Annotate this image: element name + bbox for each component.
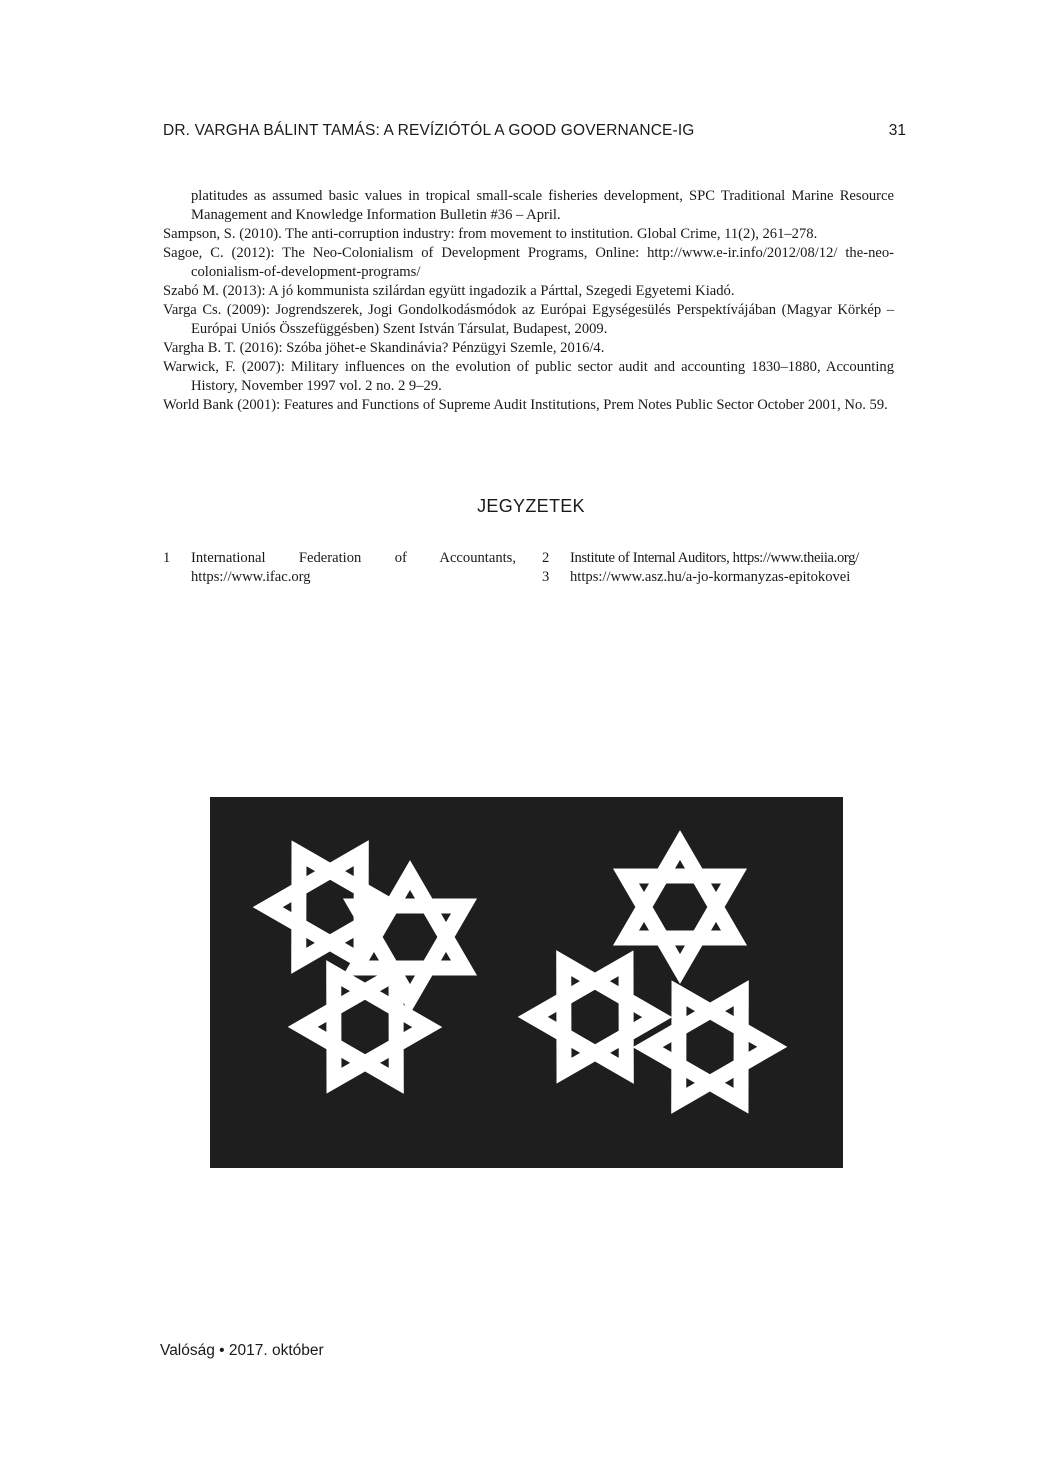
footnote-number: 2 xyxy=(542,550,550,566)
notes-heading: JEGYZETEK xyxy=(477,496,585,516)
reference-item: World Bank (2001): Features and Functions of Supreme Audit Institutions, Prem Notes Public Sector October 2001, No. 59. xyxy=(163,397,888,414)
page-footer: Valóság • 2017. október xyxy=(160,1342,324,1359)
knot-motif-right xyxy=(517,845,788,1128)
footnote-number: 1 xyxy=(163,550,171,566)
reference-item: Varga Cs. (2009): Jogrendszerek, Jogi Gondolkodásmódok az Európai Egységesülés Perspektívájában (Magyar Körkép – Európai Uniós Összefüggésben) Szent István Társulat, Budapest, 2009. xyxy=(163,302,894,337)
reference-item: Warwick, F. (2007): Military influences on the evolution of public sector audit and accounting 1830–1880, Accounting History, November 1997 vol. 2 no. 2 9–29. xyxy=(163,359,894,395)
footnote-link[interactable]: https://www.asz.hu/a-jo-kormanyzas-epitokovei xyxy=(570,569,851,585)
knot-motif-left xyxy=(252,826,464,1107)
footnote-number: 3 xyxy=(542,569,550,585)
footnote-link[interactable]: https://www.ifac.org xyxy=(191,569,311,585)
reference-item: Vargha B. T. (2016): Szóba jöhet-e Skandinávia? Pénzügyi Szemle, 2016/4. xyxy=(163,340,605,357)
page-number: 31 xyxy=(888,122,906,139)
running-title: DR. VARGHA BÁLINT TAMÁS: A REVÍZIÓTÓL A GOOD GOVERNANCE-IG xyxy=(163,122,695,139)
interlaced-hexagram-knot-icon xyxy=(210,797,843,1168)
footnote-2 xyxy=(542,549,902,569)
running-header xyxy=(163,122,906,144)
decorative-illustration xyxy=(210,797,843,1168)
reference-item: Sagoe, C. (2012): The Neo-Colonialism of Development Programs, Online: http://www.e-ir.info/2012/08/12/ the-neo-colonialism-of-development-programs/ xyxy=(163,245,894,280)
footnote-text: International Federation of Accountants, xyxy=(191,550,516,566)
footnote-1 xyxy=(163,549,516,589)
reference-item: platitudes as assumed basic values in tropical small-scale fisheries development, SPC Traditional Marine Resource Management and Knowledge Information Bulletin #36 – April. xyxy=(191,188,894,223)
reference-list xyxy=(163,187,894,415)
footnote-3 xyxy=(542,568,902,588)
reference-item: Sampson, S. (2010). The anti-corruption industry: from movement to institution. Global Crime, 11(2), 261–278. xyxy=(163,225,818,242)
footnote-text: Institute of Internal Auditors, https://www.theiia.org/ xyxy=(570,550,859,566)
reference-item: Szabó M. (2013): A jó kommunista szilárdan együtt ingadozik a Párttal, Szegedi Egyetemi Kiadó. xyxy=(163,283,735,300)
